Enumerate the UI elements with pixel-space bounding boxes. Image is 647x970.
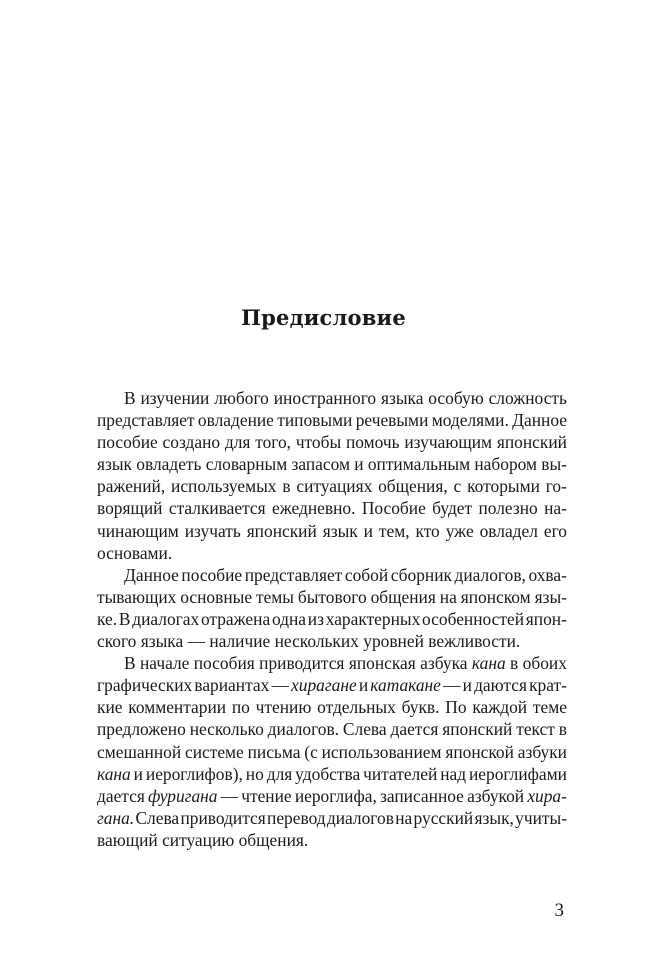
word: япон- <box>525 608 567 629</box>
text-line <box>97 586 567 608</box>
word: изучающим <box>404 432 493 453</box>
word: обоих <box>522 653 567 674</box>
word: отдельных <box>317 697 396 718</box>
word: вы- <box>541 454 567 475</box>
word: фуригана <box>148 785 218 806</box>
word: гана. <box>97 807 135 828</box>
word: даются <box>474 675 527 696</box>
word: ражений, <box>97 476 166 497</box>
word: пособие <box>97 432 158 453</box>
word: букв. <box>401 697 440 718</box>
word: каждой <box>472 697 528 718</box>
word: теме <box>532 697 567 718</box>
word: для <box>266 763 293 784</box>
word: его <box>543 520 567 541</box>
word: и <box>133 763 143 784</box>
text-line <box>97 453 567 475</box>
text-line <box>97 763 567 785</box>
word: по <box>231 697 250 718</box>
word: несколько <box>189 719 264 740</box>
word: вающий <box>97 829 158 850</box>
word: японский <box>496 432 567 453</box>
word: чтобы <box>295 432 342 453</box>
word: сталкивается <box>168 498 266 519</box>
word: кана <box>471 653 506 674</box>
word: в <box>510 653 519 674</box>
word: графических <box>97 675 193 696</box>
word: собой <box>344 564 389 585</box>
word: особую <box>428 388 484 408</box>
word: язык <box>97 454 133 475</box>
page-number: 3 <box>554 900 564 921</box>
word: дается <box>97 785 145 806</box>
word: иероглифа, <box>294 785 377 806</box>
word: хира- <box>527 785 567 806</box>
word: сложность <box>488 388 567 408</box>
word: словарным <box>205 454 288 475</box>
word: моделями. <box>431 410 509 431</box>
word: комментарии <box>128 697 227 718</box>
word: из <box>307 608 324 629</box>
paragraph <box>97 387 567 564</box>
word: Слева <box>135 807 180 828</box>
text-line <box>97 431 567 453</box>
word: диалогов. <box>267 719 340 740</box>
word: удобства <box>295 763 361 784</box>
word: помочь <box>345 432 400 453</box>
word: В <box>124 653 136 674</box>
word: кие <box>97 697 123 718</box>
word: вежливости. <box>428 631 521 652</box>
word: овладеть <box>136 454 202 475</box>
word: ситуациях <box>296 476 373 497</box>
text-line <box>97 564 567 586</box>
word: японский <box>246 520 317 541</box>
word: иностранного <box>273 388 377 408</box>
word: типовыми <box>277 410 353 431</box>
word: представляет <box>244 564 343 585</box>
word: использованием <box>321 741 442 762</box>
word: — <box>271 675 289 696</box>
word: азбука <box>420 653 468 674</box>
word: системе <box>184 741 244 762</box>
word: По <box>445 697 467 718</box>
word: создано <box>162 432 221 453</box>
word: Пособие <box>361 498 426 519</box>
word: в <box>558 719 567 740</box>
word: язы- <box>534 586 567 607</box>
text-line <box>97 409 567 431</box>
word: приводится <box>259 653 345 674</box>
word: перевод <box>267 807 326 828</box>
word: письма <box>247 741 301 762</box>
word: отражена <box>200 608 271 629</box>
word: уровней <box>363 631 424 652</box>
word: пособие <box>181 564 243 585</box>
text-line <box>97 608 567 630</box>
word: основные <box>180 586 253 607</box>
word: одна <box>271 608 307 629</box>
word: — <box>187 631 205 652</box>
word: читателей <box>363 763 438 784</box>
word: которыми <box>467 476 540 497</box>
word: особенностей <box>422 608 525 629</box>
text-line <box>97 696 567 718</box>
text-line <box>97 829 567 851</box>
text-line <box>97 387 567 409</box>
word: на- <box>544 498 567 519</box>
word: смешанной <box>97 741 182 762</box>
preface-body <box>97 387 567 851</box>
word: но <box>245 763 264 784</box>
word: азбукой <box>467 785 525 806</box>
word: набором <box>474 454 538 475</box>
text-line <box>97 741 567 763</box>
word: в <box>282 476 291 497</box>
word: овладение <box>197 410 274 431</box>
page-title: Предисловие <box>241 305 406 330</box>
word: изучать <box>184 520 241 541</box>
text-line <box>97 807 567 829</box>
word: японском <box>460 586 531 607</box>
word: над <box>440 763 467 784</box>
text-line <box>97 520 567 542</box>
word: кто <box>415 520 440 541</box>
word: крат- <box>529 675 567 696</box>
word: начале <box>140 653 190 674</box>
word: язык <box>322 520 358 541</box>
word: русский <box>413 807 474 828</box>
text-line <box>97 718 567 740</box>
text-line <box>97 497 567 519</box>
word: изучении <box>140 388 210 408</box>
text-line <box>97 475 567 497</box>
word: пособия <box>193 653 255 674</box>
word: учиты- <box>515 807 567 828</box>
text-line <box>97 542 567 564</box>
word: чтение <box>241 785 292 806</box>
word: характерных <box>325 608 421 629</box>
word: диалогов <box>326 807 394 828</box>
word: используемых <box>171 476 277 497</box>
word: и <box>354 454 364 475</box>
word: японская <box>348 653 416 674</box>
word: речевыми <box>355 410 429 431</box>
word: ского <box>97 631 137 652</box>
word: хирагане <box>291 675 357 696</box>
word: Слева <box>342 719 387 740</box>
word: нескольких <box>274 631 359 652</box>
word: для <box>224 432 251 453</box>
word: приводится <box>180 807 266 828</box>
word: текст <box>516 719 555 740</box>
word: ке. <box>97 608 118 629</box>
word: уже <box>445 520 474 541</box>
word: вариантах <box>194 675 270 696</box>
word: иероглифов), <box>145 763 243 784</box>
word: японский <box>442 719 513 740</box>
word: японской <box>445 741 514 762</box>
word: основами. <box>97 542 173 563</box>
word: на <box>439 586 457 607</box>
word: В <box>118 608 131 629</box>
word: охва- <box>528 564 567 585</box>
word: тем, <box>378 520 410 541</box>
word: с <box>453 476 462 497</box>
word: чинающим <box>97 520 179 541</box>
paragraph <box>97 652 567 851</box>
word: общения <box>370 586 436 607</box>
word: — <box>443 675 461 696</box>
word: темы <box>255 586 294 607</box>
word: чтению <box>255 697 312 718</box>
word: наличие <box>209 631 271 652</box>
text-line <box>97 674 567 696</box>
word: кана <box>97 763 131 784</box>
word: ситуацию <box>162 829 235 850</box>
word: Данное <box>512 410 567 431</box>
word: Данное <box>124 564 179 585</box>
word: ежедневно. <box>272 498 356 519</box>
word: иероглифами <box>469 763 567 784</box>
text-line <box>97 630 567 652</box>
word: го- <box>545 476 567 497</box>
word: предложено <box>97 719 186 740</box>
word: запасом <box>291 454 350 475</box>
word: азбуки <box>517 741 567 762</box>
word: общения. <box>238 829 309 850</box>
word: и <box>462 675 472 696</box>
text-line <box>97 652 567 674</box>
word: оптимальным <box>367 454 471 475</box>
word: записанное <box>380 785 464 806</box>
word: на <box>395 807 413 828</box>
word: того, <box>255 432 292 453</box>
text-line <box>97 785 567 807</box>
word: и <box>358 675 369 696</box>
paragraph <box>97 564 567 652</box>
word: любого <box>214 388 269 408</box>
word: диалогах <box>132 608 200 629</box>
word: полезно <box>478 498 538 519</box>
word: бытового <box>297 586 367 607</box>
word: языка <box>380 388 424 408</box>
word: и <box>363 520 373 541</box>
word: дается <box>390 719 439 740</box>
word: катакане <box>370 675 441 696</box>
word: ворящий <box>97 498 163 519</box>
word: языка <box>140 631 184 652</box>
word: язык, <box>474 807 514 828</box>
word: тывающих <box>97 586 177 607</box>
word: общения, <box>378 476 448 497</box>
word: овладел <box>479 520 538 541</box>
word: диалогов, <box>454 564 526 585</box>
word: (с <box>304 741 318 762</box>
word: представляет <box>97 410 195 431</box>
word: — <box>220 785 239 806</box>
word: В <box>124 388 136 408</box>
word: будет <box>432 498 473 519</box>
word: сборник <box>390 564 452 585</box>
